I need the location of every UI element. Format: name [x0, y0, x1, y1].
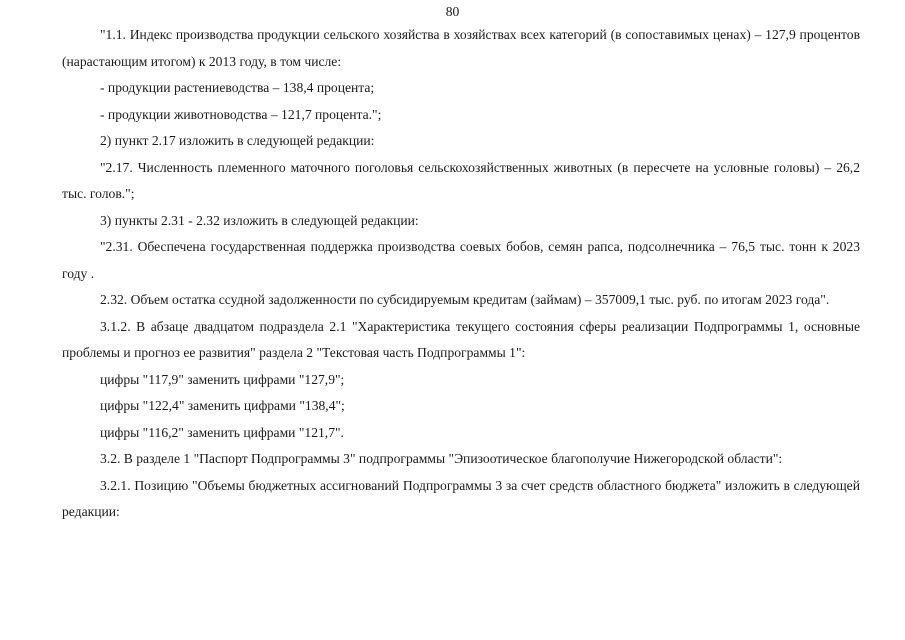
paragraph-3-1-2-amendment: 3.1.2. В абзаце двадцатом подраздела 2.1 "Характеристика текущего состояния сферы реализации Подпрограммы 1, основные проблемы и прогноз ее развития" раздела 2 "Текстовая часть Подпрограммы 1":: [62, 318, 860, 360]
paragraph-2-32-loan-debt: 2.32. Объем остатка ссудной задолженности по субсидируемым кредитам (займам) – 357009,1 тыс. руб. по итогам 2023 года".: [100, 292, 830, 307]
paragraph-replace-117-9: цифры "117,9" заменить цифрами "127,9";: [100, 371, 345, 387]
paragraph-crop-production: - продукции растениеводства – 138,4 процента;: [100, 80, 375, 95]
paragraph-livestock-production: - продукции животноводства – 121,7 процента.";: [100, 106, 382, 122]
paragraph-2-17-breeding-stock: "2.17. Численность племенного маточного поголовья сельскохозяйственных животных (в пересчете на условные головы) – 26,2 тыс. голов.";: [62, 159, 860, 201]
paragraph-replace-122-4: цифры "122,4" заменить цифрами "138,4";: [100, 398, 345, 413]
paragraph-item-3: 3) пункты 2.31 - 2.32 изложить в следующей редакции:: [100, 212, 419, 228]
paragraph-item-2: 2) пункт 2.17 изложить в следующей редакции:: [100, 133, 375, 148]
paragraph-2-31-state-support: "2.31. Обеспечена государственная поддержка производства соевых бобов, семян рапса, подсолнечника – 76,5 тыс. тонн к 2023 году .: [62, 239, 860, 281]
paragraph-3-2-1-budget-position: 3.2.1. Позицию "Объемы бюджетных ассигнований Подпрограммы 3 за счет средств областного бюджета" изложить в следующей редакции:: [62, 477, 860, 519]
paragraph-3-2-passport-section: 3.2. В разделе 1 "Паспорт Подпрограммы 3" подпрограммы "Эпизоотическое благополучие Нижегородской области":: [100, 451, 783, 466]
page-number: 80: [445, 4, 460, 19]
document-body: [62, 22, 860, 526]
paragraph-1-1-agri-index: "1.1. Индекс производства продукции сельского хозяйства в хозяйствах всех категорий (в сопоставимых ценах) – 127,9 процентов (нарастающим итогом) к 2013 году, в том числе:: [62, 27, 860, 69]
paragraph-replace-116-2: цифры "116,2" заменить цифрами "121,7".: [100, 424, 344, 440]
